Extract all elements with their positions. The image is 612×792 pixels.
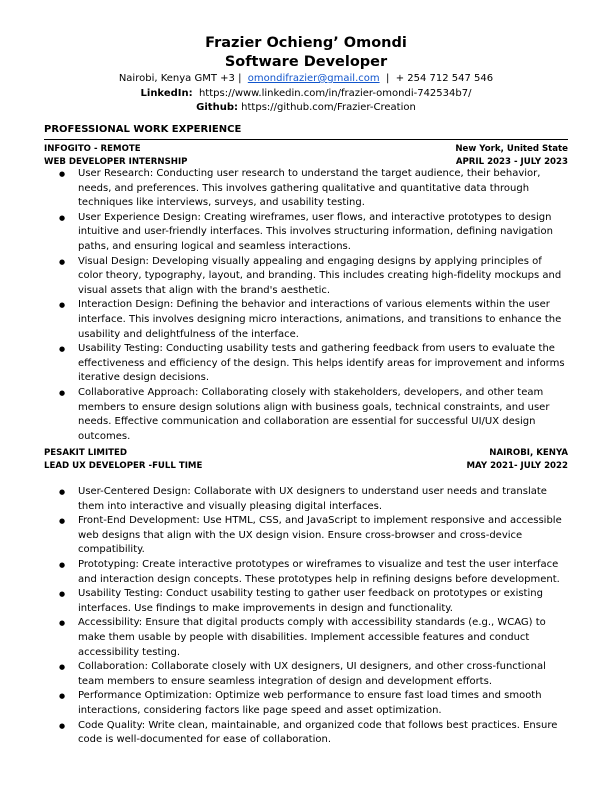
job-header xyxy=(44,447,568,473)
section-title: PROFESSIONAL WORK EXPERIENCE xyxy=(44,124,242,135)
linkedin-url[interactable]: https://www.linkedin.com/in/frazier-omondi-742534b7/ xyxy=(198,88,472,99)
bullet-item: ● User Research: Conducting user research to understand the target audience, their behavior, needs, and preferences. This involves gathering qualitative and quantitative data through techniques like interviews, surveys, and usability testing. xyxy=(44,167,568,211)
bullet-item: ● Code Quality: Write clean, maintainable, and organized code that follows best practices. Ensure code is well-documented for ease of collaboration. xyxy=(44,719,568,748)
bullet-item: ● Interaction Design: Defining the behavior and interactions of various elements within the user interface. This involves designing micro interactions, animations, and transitions to enhance the usability and delightfulness of the interface. xyxy=(44,298,568,342)
bullet-item: ● Usability Testing: Conduct usability testing to gather user feedback on prototypes or existing interfaces. Use findings to make improvements in design and functionality. xyxy=(44,587,568,616)
linkedin-line xyxy=(0,88,612,99)
bullet-item: ● Collaborative Approach: Collaborating closely with stakeholders, developers, and other team members to ensure design solutions align with business goals, technical constraints, and user needs. Effective communication and collaboration are essential for successful UI/UX design outcomes. xyxy=(44,386,568,444)
bullet-item: ● Front-End Development: Use HTML, CSS, and JavaScript to implement responsive and accessible web designs that align with the UX design vision. Ensure cross-browser and cross-device compatibility. xyxy=(44,514,568,558)
job-location: NAIROBI, KENYA xyxy=(489,448,568,458)
location: Nairobi, Kenya GMT +3 | xyxy=(118,73,242,84)
bullet-item: ● Prototyping: Create interactive prototypes or wireframes to visualize and test the user interface and interaction design concepts. These prototypes help in refining designs before development. xyxy=(44,558,568,587)
github-label: Github: xyxy=(196,102,238,113)
github-url[interactable]: https://github.com/Frazier-Creation xyxy=(241,102,416,113)
bullet-item: ● Accessibility: Ensure that digital products comply with accessibility standards (e.g., WCAG) to make them usable by people with disabilities. Implement accessible features and conduct accessibility testing. xyxy=(44,616,568,660)
job-bullets xyxy=(44,485,568,748)
bullet-item: ● Collaboration: Collaborate closely with UX designers, UI designers, and other cross-functional team members to ensure seamless integration of design and development efforts. xyxy=(44,660,568,689)
phone: + 254 712 547 546 xyxy=(395,73,494,84)
job-location: New York, United State xyxy=(455,144,568,154)
candidate-title: Software Developer xyxy=(224,54,388,70)
linkedin-label: LinkedIn: xyxy=(140,88,193,99)
email-link[interactable]: omondifrazier@gmail.com xyxy=(247,73,380,84)
bullet-item: ● Visual Design: Developing visually appealing and engaging designs by applying principles of color theory, typography, layout, and branding. This includes creating high-fidelity mockups and visual assets that align with the brand's aesthetic. xyxy=(44,255,568,299)
separator: | xyxy=(385,73,390,84)
company: INFOGITO - REMOTE xyxy=(44,144,141,154)
contact-line xyxy=(0,73,612,84)
job-role: WEB DEVELOPER INTERNSHIP xyxy=(44,157,188,167)
bullet-item: ● Usability Testing: Conducting usability tests and gathering feedback from users to evaluate the effectiveness and efficiency of the design. This helps identify areas for improvement and informs iterative design decisions. xyxy=(44,342,568,386)
job-dates: APRIL 2023 - JULY 2023 xyxy=(455,157,568,167)
job-bullets xyxy=(44,167,568,444)
bullet-item: ● User-Centered Design: Collaborate with UX designers to understand user needs and translate them into interactive and visually pleasing digital interfaces. xyxy=(44,485,568,514)
company: PESAKIT LIMITED xyxy=(44,448,128,458)
job-dates: MAY 2021- JULY 2022 xyxy=(466,461,568,471)
bullet-item: ● Performance Optimization: Optimize web performance to ensure fast load times and smooth interactions, considering factors like page speed and asset optimization. xyxy=(44,689,568,718)
job-header xyxy=(44,143,568,169)
section-divider xyxy=(44,139,568,140)
bullet-item: ● User Experience Design: Creating wireframes, user flows, and interactive prototypes to design intuitive and user-friendly interfaces. This involves structuring information, defining navigation paths, and ensuring logical and seamless interactions. xyxy=(44,211,568,255)
candidate-name: Frazier Ochieng’ Omondi xyxy=(205,35,407,51)
github-line xyxy=(0,102,612,113)
job-role: LEAD UX DEVELOPER -FULL TIME xyxy=(44,461,203,471)
